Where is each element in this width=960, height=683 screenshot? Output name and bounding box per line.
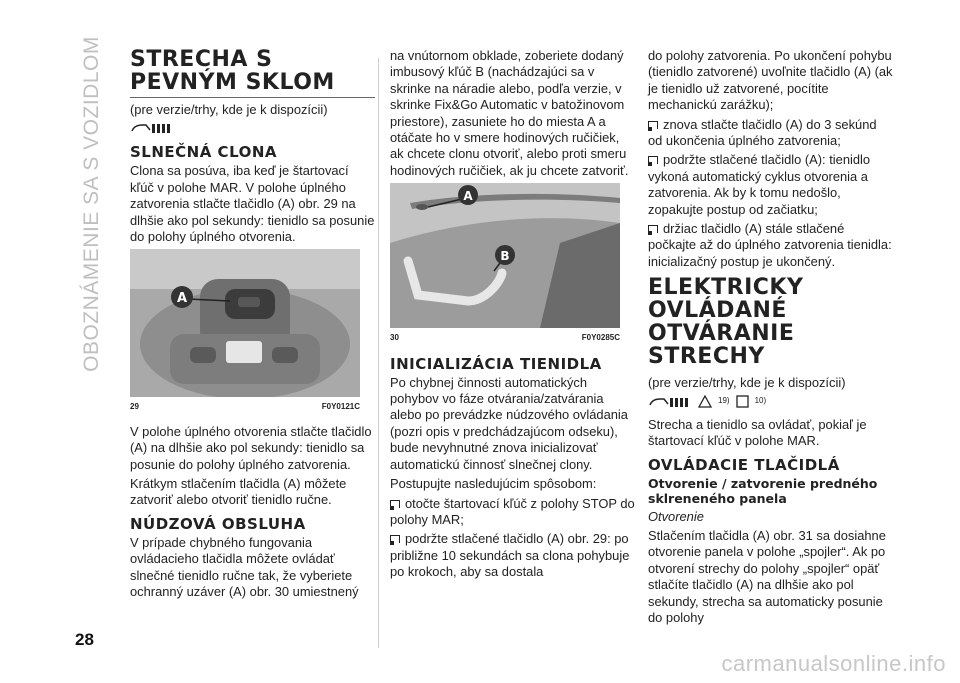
electric-roof-title: ELEKTRICKY OVLÁDANÉ OTVÁRANIE STRECHY [648, 275, 804, 370]
note-icon [736, 395, 749, 408]
roof-control-photo [130, 249, 360, 397]
step-item: otočte štartovací kľúč z polohy STOP do polohy MAR; [390, 495, 635, 527]
sunblind-text: Clona sa posúva, iba keď je štartovací kľúč v polohe MAR. V polohe úplného zatvorenia stlačte tlačidlo (A) obr. 29 na dlhšie ako pol sekundy: tienidlo sa posunie do polohy úplného otvorenia. [130, 163, 375, 245]
init-heading: INICIALIZÁCIA TIENIDLA [390, 354, 602, 373]
step-item: znova stlačte tlačidlo (A) do 3 sekúnd od ukončenia úplného zatvorenia; [648, 116, 877, 149]
car-options-icon [130, 121, 174, 135]
column-2 [390, 48, 635, 584]
edition-icons [130, 121, 375, 135]
car-options-icon [648, 395, 692, 409]
availability-note: (pre verzie/trhy, kde je k dispozícii) [648, 375, 846, 391]
procedure-intro: Postupujte nasledujúcim spôsobom: [390, 476, 597, 492]
emergency-heading: NÚDZOVÁ OBSLUHA [130, 514, 306, 533]
bullet-icon [390, 500, 400, 508]
note-ref: 10) [754, 396, 767, 406]
column-3 [648, 48, 893, 629]
bullet-icon [390, 535, 400, 543]
allen-key-photo [390, 183, 620, 328]
figure-29 [130, 249, 375, 415]
emergency-text: V prípade chybného fungovania ovládacieho tlačidla môžete ovládať slnečné tienidlo ručne tak, že vyberiete ochranný uzáver (A) obr. 30 umiestnený [130, 534, 359, 600]
watermark: carmanualsonline.info [721, 651, 946, 676]
figure-code: F0Y0285C [581, 333, 620, 343]
controls-heading: OVLÁDACIE TLAČIDLÁ [648, 455, 840, 474]
callout-b: B [500, 249, 510, 264]
figure-code: F0Y0121C [321, 402, 360, 412]
figure-number: 30 [390, 333, 399, 343]
sunblind-heading: SLNEČNÁ CLONA [130, 143, 278, 162]
callout-a: A [176, 291, 188, 307]
callout-a: A [463, 189, 473, 204]
step-item: podržte stlačené tlačidlo (A) obr. 29: po približne 10 sekundách sa clona pohybuje po krokoch, aby sa dostala [390, 531, 630, 580]
side-section-title: OBOZNÁMENIE SA S VOZIDLOM [80, 36, 103, 372]
step-item: držiac tlačidlo (A) stále stlačené počkajte až do úplného zatvorenia tienidla: inicializačný postup je ukončený. [648, 221, 892, 269]
paragraph-open-position: V polohe úplného otvorenia stlačte tlačidlo (A) na dlhšie ako pol sekundy: tienidlo sa posunie do polohy úplného zatvorenia. [130, 423, 372, 472]
figure-number: 29 [130, 402, 139, 412]
controls-subheading: Otvorenie / zatvorenie predného sklreneného panela [648, 475, 878, 506]
paragraph-short-press: Krátkym stlačením tlačidla (A) môžete zatvoriť alebo otvoriť tienidlo ručne. [130, 476, 347, 508]
bullet-icon [648, 156, 658, 164]
opening-text: Stlačením tlačidla (A) obr. 31 sa dosiahne otvorenie panela v polohe „spojler“. Ak po otvorení strechy do polohy „spojler“ opäť stlačíte tlačidlo (A) na dlhšie ako pol sekundy, strecha sa automaticky posunie do polohy [648, 527, 886, 625]
section-title: STRECHA S PEVNÝM SKLOM [130, 48, 375, 98]
init-text: Po chybnej činnosti automatických pohybov vo fáze otvárania/zatvárania alebo po prevádzke núdzového ovládania (pozri opis v predchádzajúcom odseku), bude nevyhnutné znova inicializovať automatickú činnosť slnečnej clony. [390, 374, 628, 472]
figure-30 [390, 183, 635, 346]
edition-icons [648, 395, 893, 409]
opening-label: Otvorenie [648, 508, 704, 524]
availability-note: (pre verzie/trhy, kde je k dispozícii) [130, 102, 328, 117]
electric-roof-text: Strecha a tienidlo sa ovládať, pokiaľ je štartovací kľúč v polohe MAR. [648, 416, 867, 449]
page-number: 28 [75, 630, 94, 649]
step-item: podržte stlačené tlačidlo (A): tienidlo vykoná automatický cyklus otvorenia a zatvorenia. Ak by k tomu nedošlo, zopakujte postup od začiatku; [648, 152, 871, 217]
column-1 [130, 48, 375, 604]
bullet-icon [648, 121, 658, 129]
continued-text: na vnútornom obklade, zoberiete dodaný imbusový kľúč B (nachádzajúci sa v skrinke na náradie alebo, podľa verzie, v skrinke Fix&Go Automatic v batožinovom priestore), zasuniete ho do miesta A a otáčate ho v smere hodinových ručičiek, ak chcete clonu otvoriť, alebo proti smeru hodinových ručičiek, ak ju chcete zatvoriť. [390, 48, 629, 178]
continued-text: do polohy zatvorenia. Po ukončení pohybu (tienidlo zatvorené) uvoľnite tlačidlo (A) (ak je tienidlo už zatvorené, pocítite mechanickú zarážku); [648, 48, 893, 113]
warning-ref: 19) [718, 396, 730, 406]
bullet-icon [648, 225, 658, 233]
warning-icon [698, 395, 712, 408]
